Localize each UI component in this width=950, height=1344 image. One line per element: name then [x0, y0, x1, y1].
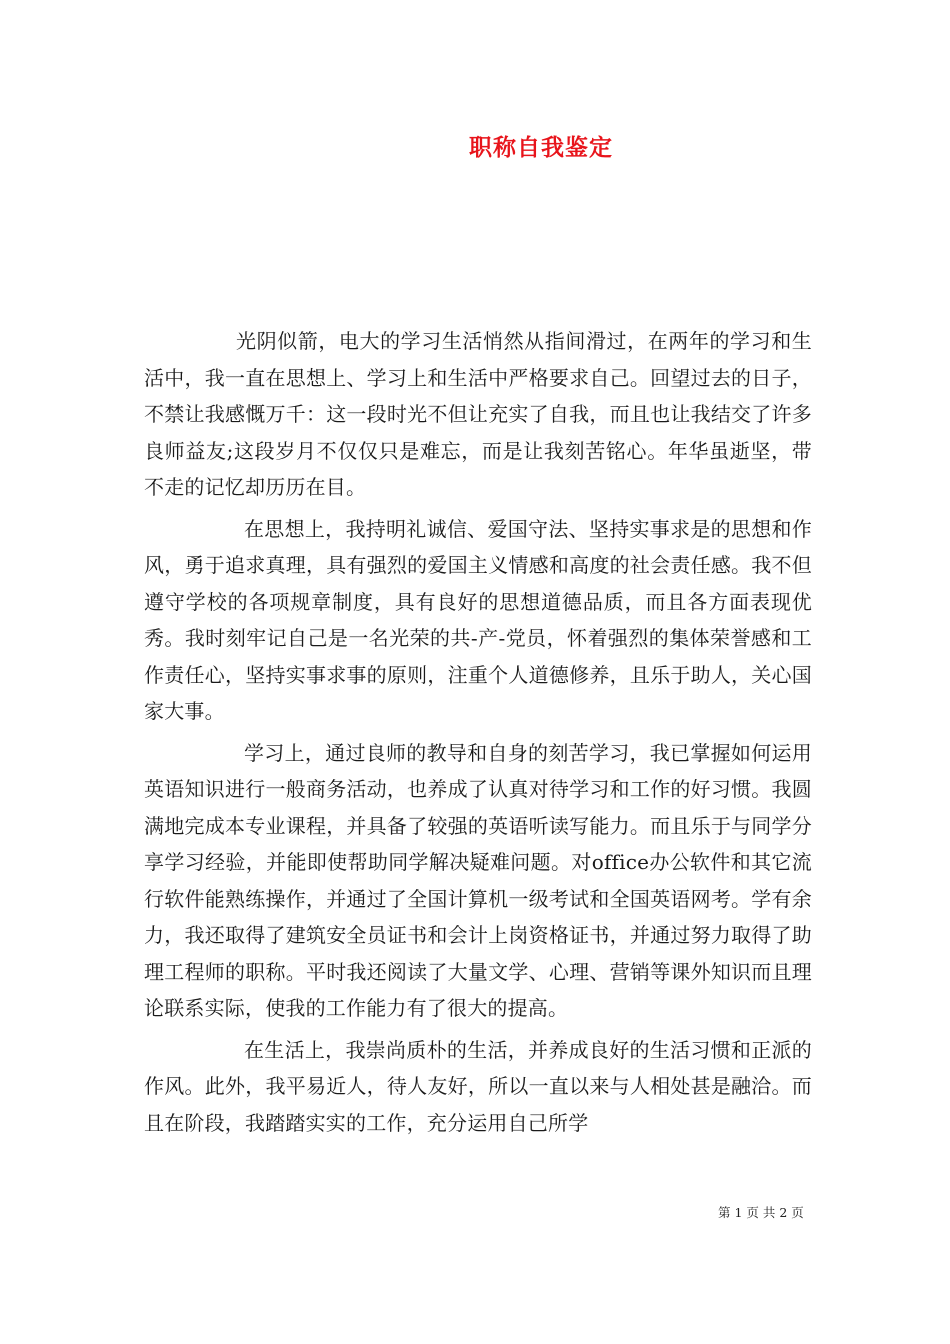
paragraph-study: 学习上，通过良师的教导和自身的刻苦学习，我已掌握如何运用英语知识进行一般商务活动，也养成了认真对待学习和工作的好习惯。我圆满地完成本专业课程，并具备了较强的英语听读写能力。而且乐于与同学分享学习经验，并能即使帮助同学解决疑难问题。对office办公软件和其它流行软件能熟练操作，并通过了全国计算机一级考试和全国英语网考。学有余力，我还取得了建筑安全员证书和会计上岗资格证书，并通过努力取得了助理工程师的职称。平时我还阅读了大量文学、心理、营销等课外知识而且理论联系实际，使我的工作能力有了很大的提高。 [144, 740, 812, 1020]
document-body [144, 323, 812, 1146]
paragraph-thought: 在思想上，我持明礼诚信、爱国守法、坚持实事求是的思想和作风，勇于追求真理，具有强烈的爱国主义情感和高度的社会责任感。我不但遵守学校的各项规章制度，具有良好的思想道德品质，而且各方面表现优秀。我时刻牢记自己是一名光荣的共-产-党员，怀着强烈的集体荣誉感和工作责任心，坚持实事求事的原则，注重个人道德修养，且乐于助人，关心国家大事。 [144, 516, 812, 723]
paragraph-intro: 光阴似箭，电大的学习生活悄然从指间滑过，在两年的学习和生活中，我一直在思想上、学习上和生活中严格要求自己。回望过去的日子，不禁让我感慨万千：这一段时光不但让充实了自我，而且也让我结交了许多良师益友;这段岁月不仅仅只是难忘，而是让我刻苦铭心。年华虽逝坚，带不走的记忆却历历在目。 [144, 329, 812, 499]
page-number: 第 1 页 共 2 页 [718, 1205, 804, 1220]
paragraph-life: 在生活上，我崇尚质朴的生活，并养成良好的生活习惯和正派的作风。此外，我平易近人，待人友好，所以一直以来与人相处甚是融洽。而且在阶段，我踏踏实实的工作，充分运用自己所学 [144, 1037, 812, 1135]
document-title: 职称自我鉴定 [469, 134, 613, 161]
